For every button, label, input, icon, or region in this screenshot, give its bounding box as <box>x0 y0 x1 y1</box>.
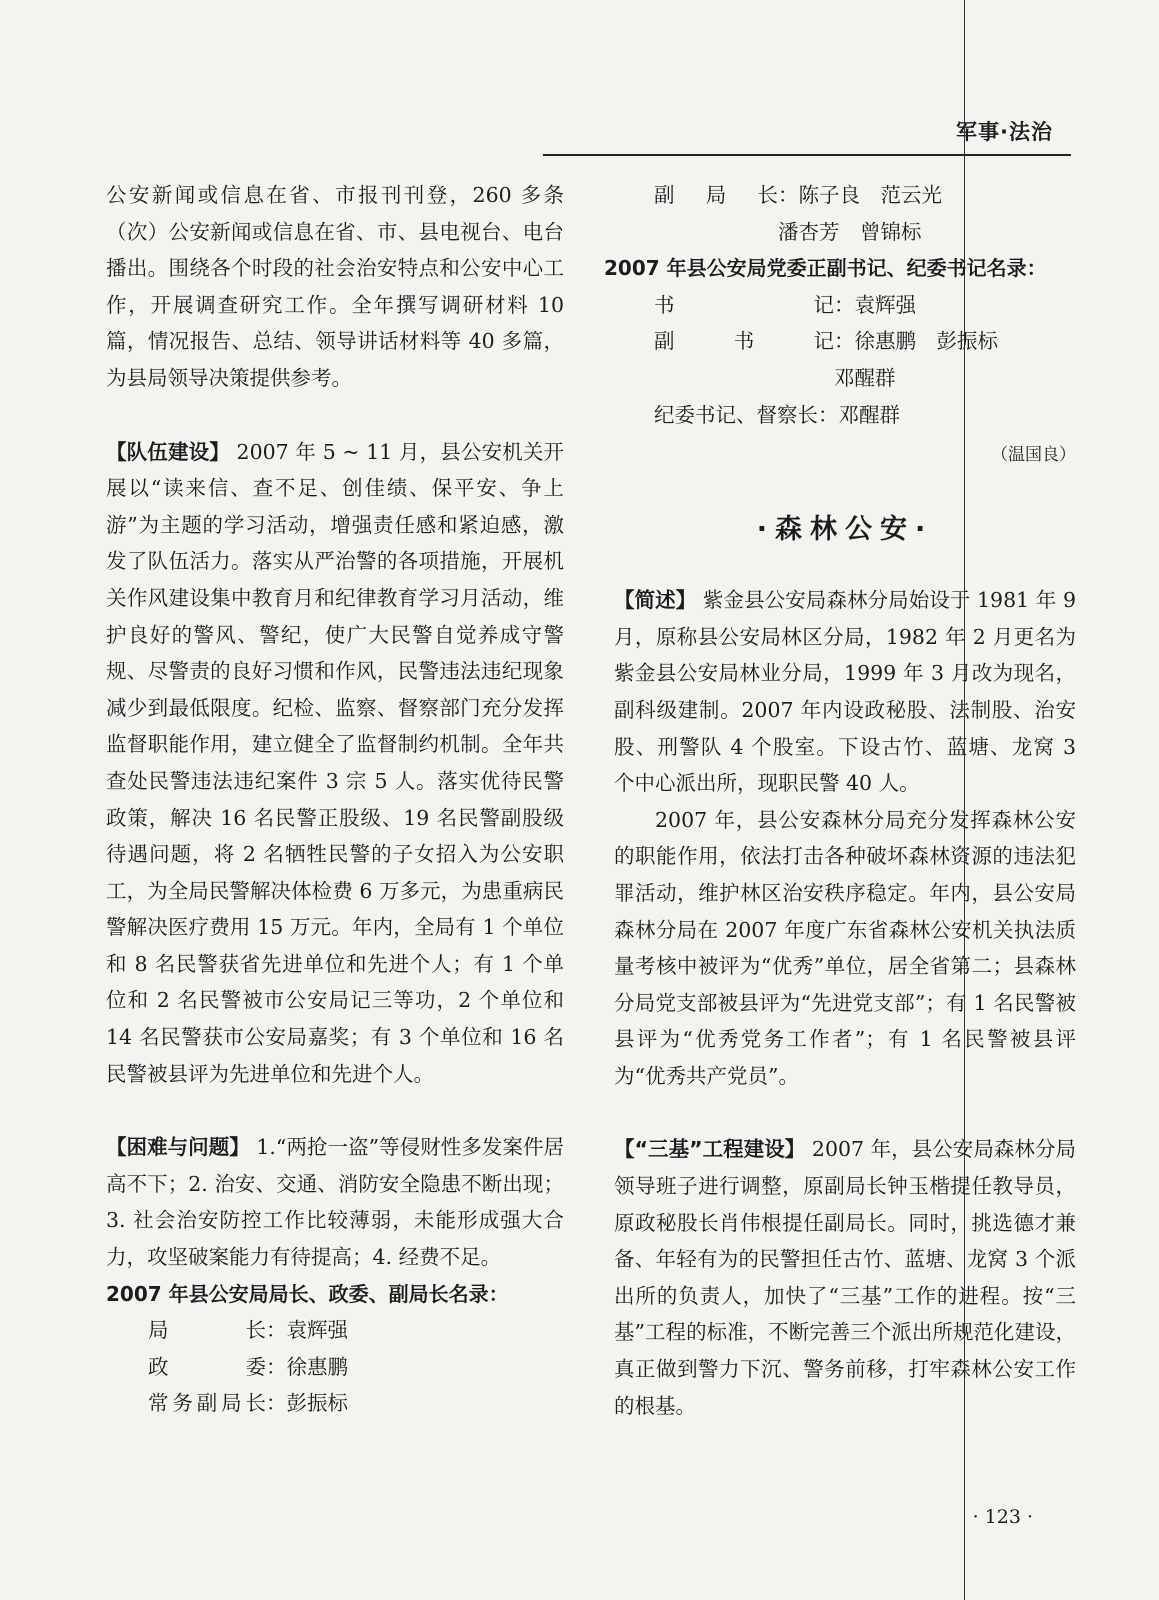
list-item: 纪委书记、督察长：邓醒群 <box>654 402 900 427</box>
section-title-forest-police: ·森林公安· <box>756 514 934 546</box>
page-number: · 123 · <box>972 1506 1033 1528</box>
problems-text: 1.“两抢一盗”等侵财性多发案件居高不下；2. 治安、交通、消防安全隐患不断出现；3. 社会治安防控工作比较薄弱，未能形成强大合力，攻坚破案能力有待提高；4. 经费不足。 <box>106 1135 564 1270</box>
sanji-text: 2007 年，县公安局森林分局领导班子进行调整，原副局长钟玉楷提任教导员，原政秘股长肖伟根提任副局长。同时，挑选德才兼备、年轻有为的民警担任古竹、蓝塘、龙窝 3 个派出所的负责人，加快了“三基”工作的进程。按“三基”工程的标准，不断完善三个派出所规范化建设，真正做到警力下沉、警务前移，打牢森林公安工作的根基。 <box>614 1137 1077 1418</box>
list-item: 常务副局长：彭振标 <box>148 1391 348 1416</box>
problems-tag: 【困难与问题】 <box>106 1135 250 1160</box>
paragraph-forest-work: 2007 年，县公安森林分局充分发挥森林公安的职能作用，依法打击各种破坏森林资源的违法犯罪活动，维护林区治安秩序稳定。年内，县公安局森林分局在 2007 年度广东省森林公安机关执法质量考核中被评为“优秀”单位，居全省第二；县森林分局党支部被县评为“先进党支部”；有 1 名民警被县评为“优秀党务工作者”；有 1 名民警被县评为“优秀共产党员”。 <box>614 807 1076 1088</box>
sanji-tag: 【“三基”工程建设】 <box>614 1137 806 1162</box>
summary-tag: 【简述】 <box>614 588 697 613</box>
team-building-text: 2007 年 5 ~ 11 月，县公安机关开展以“读来信、查不足、创佳绩、保平安、争上游”为主题的学习活动，增强责任感和紧迫感，激发了队伍活力。落实从严治警的各项措施，开展机关作风建设集中教育月和纪律教育学习月活动，维护良好的警风、警纪，使广大民警自觉养成守警规、尽警责的良好习惯和作风，民警违法违纪现象减少到最低限度。纪检、监察、督察部门充分发挥监督职能作用，建立健全了监督制约机制。全年共查处民警违法违纪案件 3 宗 5 人。落实优待民警政策，解决 16 名民警正股级、19 名民警副股级待遇问题，将 2 名牺牲民警的子女招入为公安职工，为全局民警解决体检费 6 万多元，为患重病民警解决医疗费用 15 万元。年内，全局有 1 个单位和 8 名民警获省先进单位和先进个人；有 1 个单位和 2 名民警被市公安局记三等功，2 个单位和 14 名民警获市公安局嘉奖；有 3 个单位和 16 名民警被县评为先进单位和先进个人。 <box>106 439 565 1086</box>
list-item: 书记：袁辉强 <box>654 292 916 317</box>
list-item: 副书记：徐惠鹏 彭振标 邓醒群 <box>654 329 998 390</box>
party-list <box>614 287 1076 433</box>
paragraph-news: 公安新闻或信息在省、市报刊刊登，260 多条（次）公安新闻或信息在省、市、县电视台、电台播出。围绕各个时段的社会治安特点和公安中心工作，开展调查研究工作。全年撰写调研材料 10 篇，情况报告、总结、领导讲话材料等 40 多篇，为县局领导决策提供参考。 <box>106 183 564 390</box>
team-building-tag: 【队伍建设】 <box>106 439 230 464</box>
paragraph-team-building <box>106 434 564 1093</box>
party-list-title: 2007 年县公安局党委正副书记、纪委书记名录： <box>604 256 1047 281</box>
header-rule <box>543 154 1071 156</box>
right-column <box>604 177 1077 1424</box>
leaders-list <box>106 1312 564 1422</box>
author-credit: （温国良） <box>991 445 1076 466</box>
list-item: 政委：徐惠鹏 <box>148 1354 348 1379</box>
list-item: 局长：袁辉强 <box>148 1318 348 1343</box>
paragraph-sanji <box>614 1131 1076 1424</box>
list-item: 副局长：陈子良 范云光 潘杏芳 曾锦标 <box>654 183 942 244</box>
deputy-list <box>614 177 1076 250</box>
left-column <box>106 177 564 1422</box>
paragraph-summary <box>614 582 1076 802</box>
paragraph-problems <box>106 1129 564 1275</box>
leaders-list-title: 2007 年县公安局局长、政委、副局长名录： <box>106 1281 509 1306</box>
section-header-title: 军事·法治 <box>956 120 1053 144</box>
summary-text: 紫金县公安局森林分局始设于 1981 年 9 月，原称县公安局林区分局，1982 年 2 月更名为紫金县公安局林业分局，1999 年 3 月改为现名，副科级建制。2007 年内设政秘股、法制股、治安股、刑警队 4 个股室。下设古竹、蓝塘、龙窝 3 个中心派出所，现职民警 40 人。 <box>614 588 1076 796</box>
